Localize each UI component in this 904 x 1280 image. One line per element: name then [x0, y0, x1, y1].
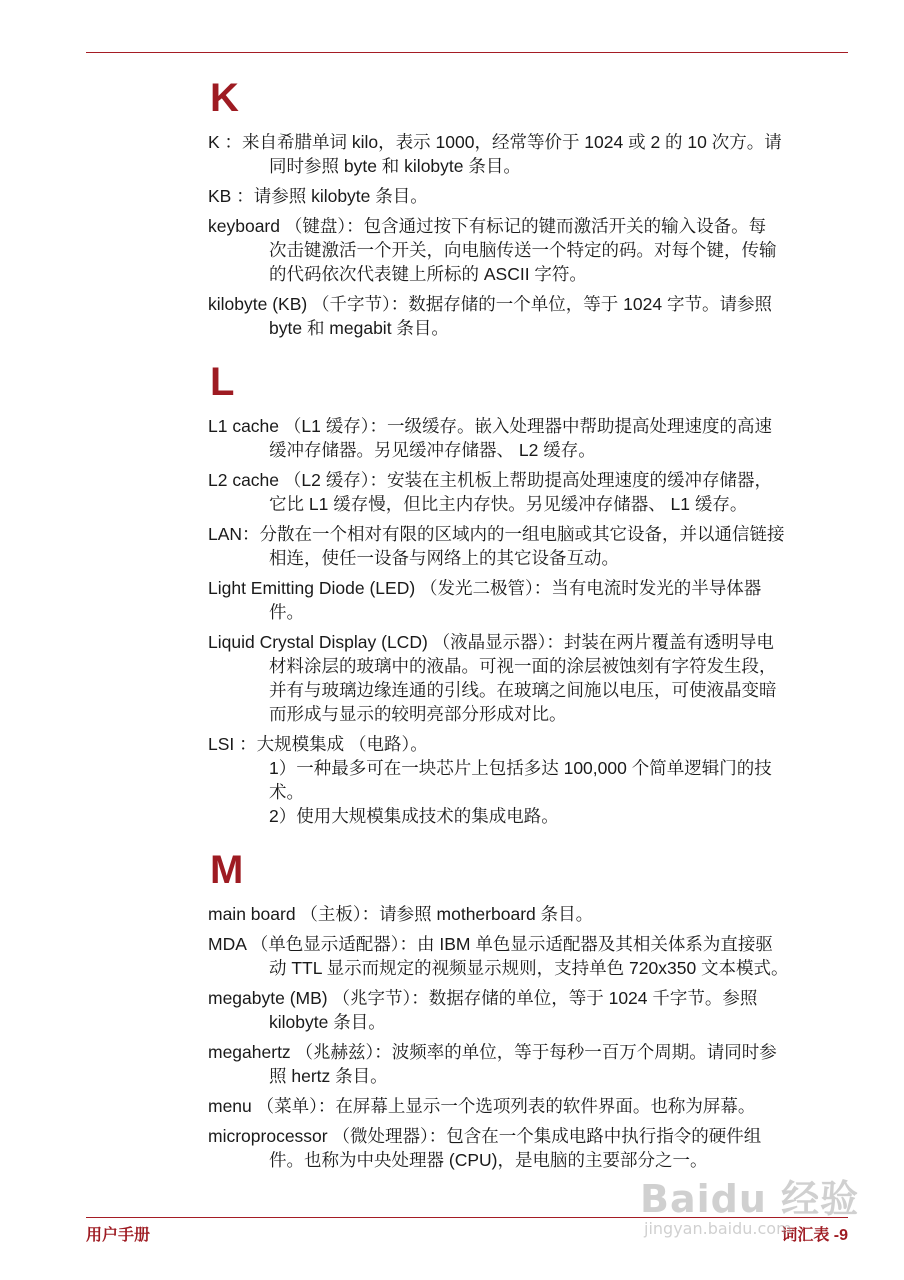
entry-line: Liquid Crystal Display (LCD) （液晶显示器）：封装在两片覆盖有透明导电: [208, 632, 774, 652]
entry-lsi: [208, 732, 848, 828]
entry-lcd: [208, 630, 848, 726]
entry-line: megabyte (MB) （兆字节）：数据存储的单位，等于 1024 千字节。参照: [208, 988, 758, 1008]
entry-cont-line: 同时参照 byte 和 kilobyte 条目。: [269, 156, 521, 176]
entry-megahertz: [208, 1040, 848, 1088]
entry-line: MDA （单色显示适配器）：由 IBM 单色显示适配器及其相关体系为直接驱: [208, 934, 773, 954]
entry-line: microprocessor （微处理器）：包含在一个集成电路中执行指令的硬件组: [208, 1126, 762, 1146]
entry-kilobyte: [208, 292, 848, 340]
entry-line: K ：来自希腊单词 kilo，表示 1000，经常等价于 1024 或 2 的 10 次方。请: [208, 132, 782, 152]
entry-cont-line: 1）一种最多可在一块芯片上包括多达 100,000 个简单逻辑门的技: [269, 758, 772, 778]
entry-cont-line: 材料涂层的玻璃中的液晶。可视一面的涂层被蚀刻有字符发生段，: [269, 656, 777, 676]
entry-cont-line: 术。: [269, 782, 304, 802]
entry-led: [208, 576, 848, 624]
entry-l1-cache: [208, 414, 848, 462]
entry-line: Light Emitting Diode (LED) （发光二极管）：当有电流时发光的半导体器: [208, 578, 762, 598]
entry-cont-line: 2）使用大规模集成技术的集成电路。: [269, 806, 559, 826]
entry-main-board: [208, 902, 848, 926]
entry-line: L1 cache （L1 缓存）：一级缓存。嵌入处理器中帮助提高处理速度的高速: [208, 416, 772, 436]
watermark-sub: jingyan.baidu.com: [644, 1219, 792, 1238]
entry-cont-line: 并有与玻璃边缘连通的引线。在玻璃之间施以电压，可使液晶变暗: [269, 680, 777, 700]
entry-line: main board （主板）：请参照 motherboard 条目。: [208, 904, 594, 924]
section-k: [208, 78, 848, 340]
entry-cont-line: 次击键激活一个开关，向电脑传送一个特定的码。对每个键，传输: [269, 240, 777, 260]
entry-line: KB ：请参照 kilobyte 条目。: [208, 186, 428, 206]
section-letter: L: [210, 360, 235, 404]
entry-lan: [208, 522, 848, 570]
entry-mda: [208, 932, 848, 980]
entry-l2-cache: [208, 468, 848, 516]
entry-cont-line: 它比 L1 缓存慢，但比主内存快。另见缓冲存储器、 L1 缓存。: [269, 494, 748, 514]
entry-kb: [208, 184, 848, 208]
section-l: [208, 362, 848, 828]
entry-cont-line: 件。也称为中央处理器 (CPU)，是电脑的主要部分之一。: [269, 1150, 708, 1170]
entry-cont-line: 而形成与显示的较明亮部分形成对比。: [269, 704, 567, 724]
entry-cont-line: 的代码依次代表键上所标的 ASCII 字符。: [269, 264, 587, 284]
entry-cont-line: 相连，使任一设备与网络上的其它设备互动。: [269, 548, 619, 568]
baidu-watermark: [640, 1168, 860, 1238]
entry-line: megahertz （兆赫兹）：波频率的单位，等于每秒一百万个周期。请同时参: [208, 1042, 777, 1062]
entry-line: keyboard （键盘）：包含通过按下有标记的键而激活开关的输入设备。每: [208, 216, 767, 236]
entry-keyboard: [208, 214, 848, 286]
entry-line: LSI ：大规模集成 （电路）。: [208, 734, 428, 754]
entry-line: LAN：分散在一个相对有限的区域内的一组电脑或其它设备，并以通信链接: [208, 524, 785, 544]
entry-cont-line: byte 和 megabit 条目。: [269, 318, 449, 338]
entry-line: menu （菜单）：在屏幕上显示一个选项列表的软件界面。也称为屏幕。: [208, 1096, 756, 1116]
section-letter: K: [210, 76, 239, 120]
entry-cont-line: 件。: [269, 602, 304, 622]
entry-menu: [208, 1094, 848, 1118]
header-rule: [86, 52, 848, 53]
footer-page-number: 词汇表 -9: [781, 1227, 848, 1244]
footer-manual-title: 用户手册: [86, 1227, 151, 1244]
section-m: [208, 850, 848, 1172]
entry-cont-line: 动 TTL 显示而规定的视频显示规则，支持单色 720x350 文本模式。: [269, 958, 789, 978]
entry-line: L2 cache （L2 缓存）：安装在主机板上帮助提高处理速度的缓冲存储器，: [208, 470, 772, 490]
entry-cont-line: 照 hertz 条目。: [269, 1066, 388, 1086]
entry-microprocessor: [208, 1124, 848, 1172]
entry-cont-line: 缓冲存储器。另见缓冲存储器、 L2 缓存。: [269, 440, 596, 460]
entry-line: kilobyte (KB) （千字节）：数据存储的一个单位，等于 1024 字节。请参照: [208, 294, 772, 314]
entry-k: [208, 130, 848, 178]
glossary-content: [208, 78, 848, 1178]
entry-megabyte: [208, 986, 848, 1034]
entry-cont-line: kilobyte 条目。: [269, 1012, 386, 1032]
section-letter: M: [210, 848, 244, 892]
watermark-main: Baidu 经验: [640, 1177, 860, 1221]
